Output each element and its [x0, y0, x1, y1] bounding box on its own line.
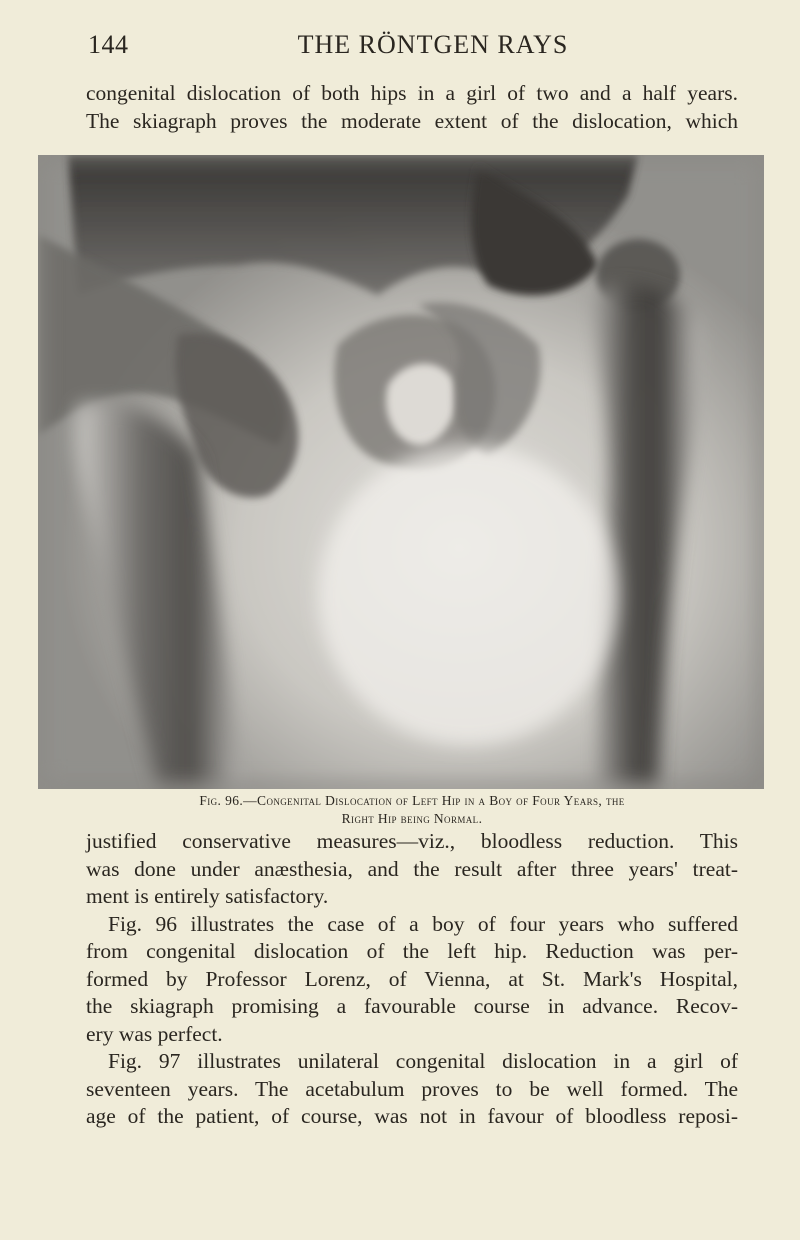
text-line: ery was perfect.: [86, 1021, 223, 1046]
text-line: ment is entirely satisfactory.: [86, 884, 329, 908]
text-line: from congenital dislocation of the left hip. Reduction was per-: [86, 939, 738, 963]
x-ray-image: [38, 155, 764, 789]
caption-line: Fig. 96.—Congenital Dislocation of Left Hip in a Boy of Four Years, the: [199, 793, 625, 808]
text-line: formed by Professor Lorenz, of Vienna, at St. Mark's Hospital,: [86, 966, 738, 991]
text-line: The skiagraph proves the moderate extent of the dislocation, which: [86, 108, 738, 133]
text-line: congenital dislocation of both hips in a girl of two and a half years.: [86, 81, 738, 105]
page-header: [88, 30, 738, 64]
text-line: justified conservative measures—viz., bloodless reduction. This: [86, 829, 738, 853]
paragraph-top: [86, 80, 738, 135]
caption-line: Right Hip being Normal.: [341, 811, 483, 826]
text-line: was done under anæsthesia, and the result after three years' treat-: [86, 856, 738, 881]
figure-caption: [86, 792, 738, 828]
skiagraph-figure: [38, 155, 764, 789]
text-line: the skiagraph promising a favourable course in advance. Recov-: [86, 994, 738, 1018]
text-line: Fig. 96 illustrates the case of a boy of four years who suffered: [108, 911, 738, 936]
text-line: Fig. 97 illustrates unilateral congenital dislocation in a girl of: [108, 1049, 738, 1073]
text-line: age of the patient, of course, was not in favour of bloodless reposi-: [86, 1104, 738, 1128]
page-number: 144: [88, 30, 129, 59]
running-title: THE RÖNTGEN RAYS: [297, 30, 569, 59]
paragraph-bottom: [86, 828, 738, 1131]
text-line: seventeen years. The acetabulum proves to be well formed. The: [86, 1076, 738, 1101]
